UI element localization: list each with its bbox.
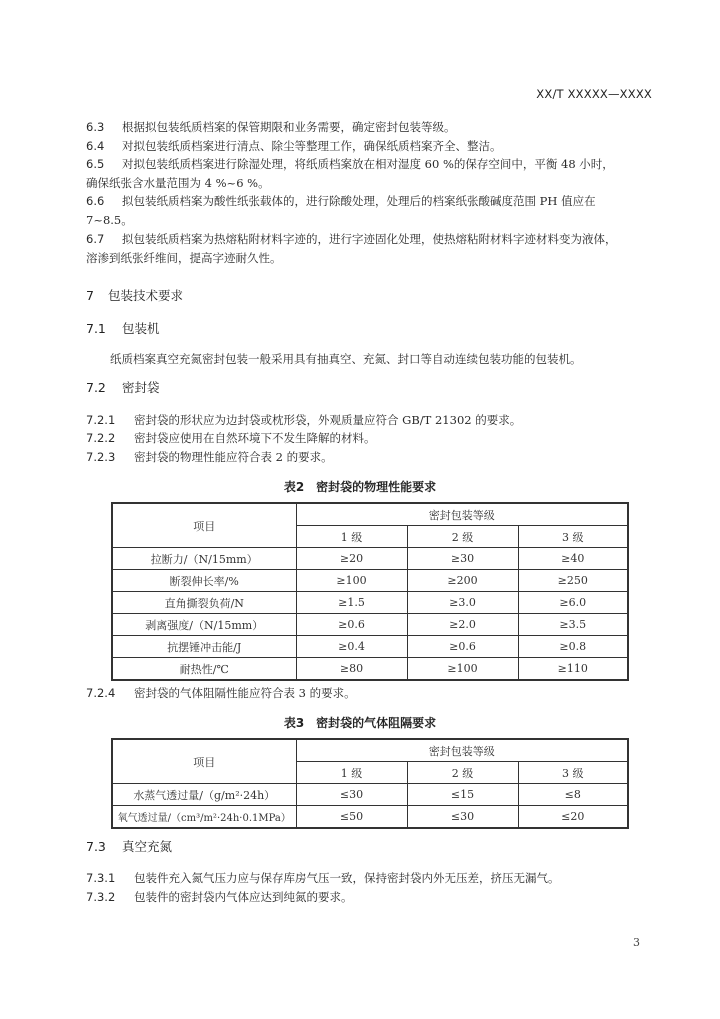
cell-value: ≥110 xyxy=(518,658,628,681)
header-grade-group: 密封包装等级 xyxy=(296,739,628,762)
clause-text: 根据拟包装纸质档案的保管期限和业务需要，确定密封包装等级。 xyxy=(122,120,456,134)
clause-text: 对拟包装纸质档案进行清点、除尘等整理工作，确保纸质档案齐全、整洁。 xyxy=(122,139,502,153)
clause-6-5-continuation: 确保纸张含水量范围为 4 %~6 %。 xyxy=(86,176,270,190)
clause-6-5 xyxy=(86,157,614,171)
page-number: 3 xyxy=(633,936,640,949)
section-title: 包装技术要求 xyxy=(108,288,184,303)
section-7-1-body: 纸质档案真空充氮密封包装一般采用具有抽真空、充氮、封口等自动连续包装功能的包装机。 xyxy=(110,352,582,366)
row-item: 直角撕裂负荷/N xyxy=(112,592,296,614)
clause-6-7-continuation: 溶渗到纸张纤维间，提高字迹耐久性。 xyxy=(86,251,282,265)
header-grade-group: 密封包装等级 xyxy=(296,503,628,526)
cell-value: ≥0.6 xyxy=(296,614,407,636)
header-grade-3: 3 级 xyxy=(518,526,628,548)
cell-value: ≥3.0 xyxy=(407,592,518,614)
cell-value: ≥0.6 xyxy=(407,636,518,658)
clause-6-7 xyxy=(86,232,617,246)
cell-value: ≤8 xyxy=(518,784,628,806)
cell-value: ≥3.5 xyxy=(518,614,628,636)
header-grade-3: 3 级 xyxy=(518,762,628,784)
clause-7-2-3 xyxy=(86,450,333,464)
table-2-physical-properties xyxy=(111,502,629,681)
clause-number: 7.3.1 xyxy=(86,871,116,885)
document-code-header: XX/T XXXXX—XXXX xyxy=(536,87,652,101)
cell-value: ≥1.5 xyxy=(296,592,407,614)
cell-value: ≥2.0 xyxy=(407,614,518,636)
table-3-caption: 表3 密封袋的气体阻隔要求 xyxy=(283,716,437,730)
cell-value: ≤15 xyxy=(407,784,518,806)
clause-number: 7.2.4 xyxy=(86,686,116,700)
row-item: 断裂伸长率/% xyxy=(112,570,296,592)
section-7-heading xyxy=(86,289,183,303)
clause-number: 7.2.3 xyxy=(86,450,116,464)
table-row xyxy=(112,592,628,614)
clause-number: 6.7 xyxy=(86,232,105,246)
clause-6-4 xyxy=(86,139,502,153)
section-title: 密封袋 xyxy=(122,380,160,395)
header-item: 项目 xyxy=(112,503,296,548)
section-number: 7.3 xyxy=(86,839,106,854)
section-number: 7.1 xyxy=(86,321,106,336)
clause-number: 6.6 xyxy=(86,194,105,208)
clause-text: 密封袋的物理性能应符合表 2 的要求。 xyxy=(134,450,333,464)
cell-value: ≥40 xyxy=(518,548,628,570)
section-7-3-heading xyxy=(86,840,172,854)
row-item: 氧气透过量/（cm³/m²·24h·0.1MPa） xyxy=(112,806,296,829)
row-item: 剥离强度/（N/15mm） xyxy=(112,614,296,636)
clause-number: 6.5 xyxy=(86,157,105,171)
cell-value: ≤30 xyxy=(407,806,518,829)
clause-6-6-continuation: 7~8.5。 xyxy=(86,213,133,227)
section-title: 包装机 xyxy=(122,321,160,336)
cell-value: ≤20 xyxy=(518,806,628,829)
clause-text: 对拟包装纸质档案进行除湿处理，将纸质档案放在相对湿度 60 %的保存空间中，平衡 48 小时， xyxy=(122,157,614,171)
clause-text: 拟包装纸质档案为热熔粘附材料字迹的，进行字迹固化处理，使热熔粘附材料字迹材料变为液体， xyxy=(122,232,617,246)
cell-value: ≥30 xyxy=(407,548,518,570)
section-number: 7.2 xyxy=(86,380,106,395)
cell-value: ≥0.8 xyxy=(518,636,628,658)
clause-text: 密封袋应使用在自然环境下不发生降解的材料。 xyxy=(134,431,376,445)
section-7-1-heading xyxy=(86,322,160,336)
clause-number: 7.3.2 xyxy=(86,890,116,904)
cell-value: ≥6.0 xyxy=(518,592,628,614)
section-number: 7 xyxy=(86,288,94,303)
section-title: 真空充氮 xyxy=(122,839,173,854)
table-row xyxy=(112,614,628,636)
clause-7-2-2 xyxy=(86,431,376,445)
clause-text: 密封袋的气体阻隔性能应符合表 3 的要求。 xyxy=(134,686,356,700)
table-row xyxy=(112,658,628,681)
header-grade-2: 2 级 xyxy=(407,762,518,784)
clause-text: 拟包装纸质档案为酸性纸张载体的，进行除酸处理，处理后的档案纸张酸碱度范围 PH 值应在 xyxy=(122,194,596,208)
header-grade-1: 1 级 xyxy=(296,762,407,784)
cell-value: ≥250 xyxy=(518,570,628,592)
cell-value: ≥20 xyxy=(296,548,407,570)
table-row xyxy=(112,548,628,570)
clause-7-3-2 xyxy=(86,890,353,904)
header-item: 项目 xyxy=(112,739,296,784)
cell-value: ≤50 xyxy=(296,806,407,829)
clause-text: 包装件充入氮气压力应与保存库房气压一致，保持密封袋内外无压差，挤压无漏气。 xyxy=(134,871,560,885)
header-grade-2: 2 级 xyxy=(407,526,518,548)
row-item: 拉断力/（N/15mm） xyxy=(112,548,296,570)
clause-text: 密封袋的形状应为边封袋或枕形袋，外观质量应符合 GB/T 21302 的要求。 xyxy=(134,413,522,427)
table-row xyxy=(112,570,628,592)
row-item: 耐热性/℃ xyxy=(112,658,296,681)
table-2-caption: 表2 密封袋的物理性能要求 xyxy=(283,480,437,494)
header-grade-1: 1 级 xyxy=(296,526,407,548)
section-7-2-heading xyxy=(86,381,160,395)
cell-value: ≥100 xyxy=(407,658,518,681)
clause-number: 6.3 xyxy=(86,120,105,134)
table-row xyxy=(112,784,628,806)
table-row xyxy=(112,806,628,829)
cell-value: ≥200 xyxy=(407,570,518,592)
clause-6-3 xyxy=(86,120,456,134)
clause-7-2-1 xyxy=(86,413,521,427)
clause-7-3-1 xyxy=(86,871,560,885)
cell-value: ≥80 xyxy=(296,658,407,681)
table-row xyxy=(112,636,628,658)
clause-number: 7.2.1 xyxy=(86,413,116,427)
clause-number: 7.2.2 xyxy=(86,431,116,445)
table-3-gas-barrier xyxy=(111,738,629,829)
cell-value: ≤30 xyxy=(296,784,407,806)
cell-value: ≥100 xyxy=(296,570,407,592)
cell-value: ≥0.4 xyxy=(296,636,407,658)
clause-number: 6.4 xyxy=(86,139,105,153)
clause-6-6 xyxy=(86,194,596,208)
row-item: 水蒸气透过量/（g/m²·24h） xyxy=(112,784,296,806)
row-item: 抗摆锤冲击能/J xyxy=(112,636,296,658)
clause-7-2-4 xyxy=(86,686,356,700)
clause-text: 包装件的密封袋内气体应达到纯氮的要求。 xyxy=(134,890,353,904)
